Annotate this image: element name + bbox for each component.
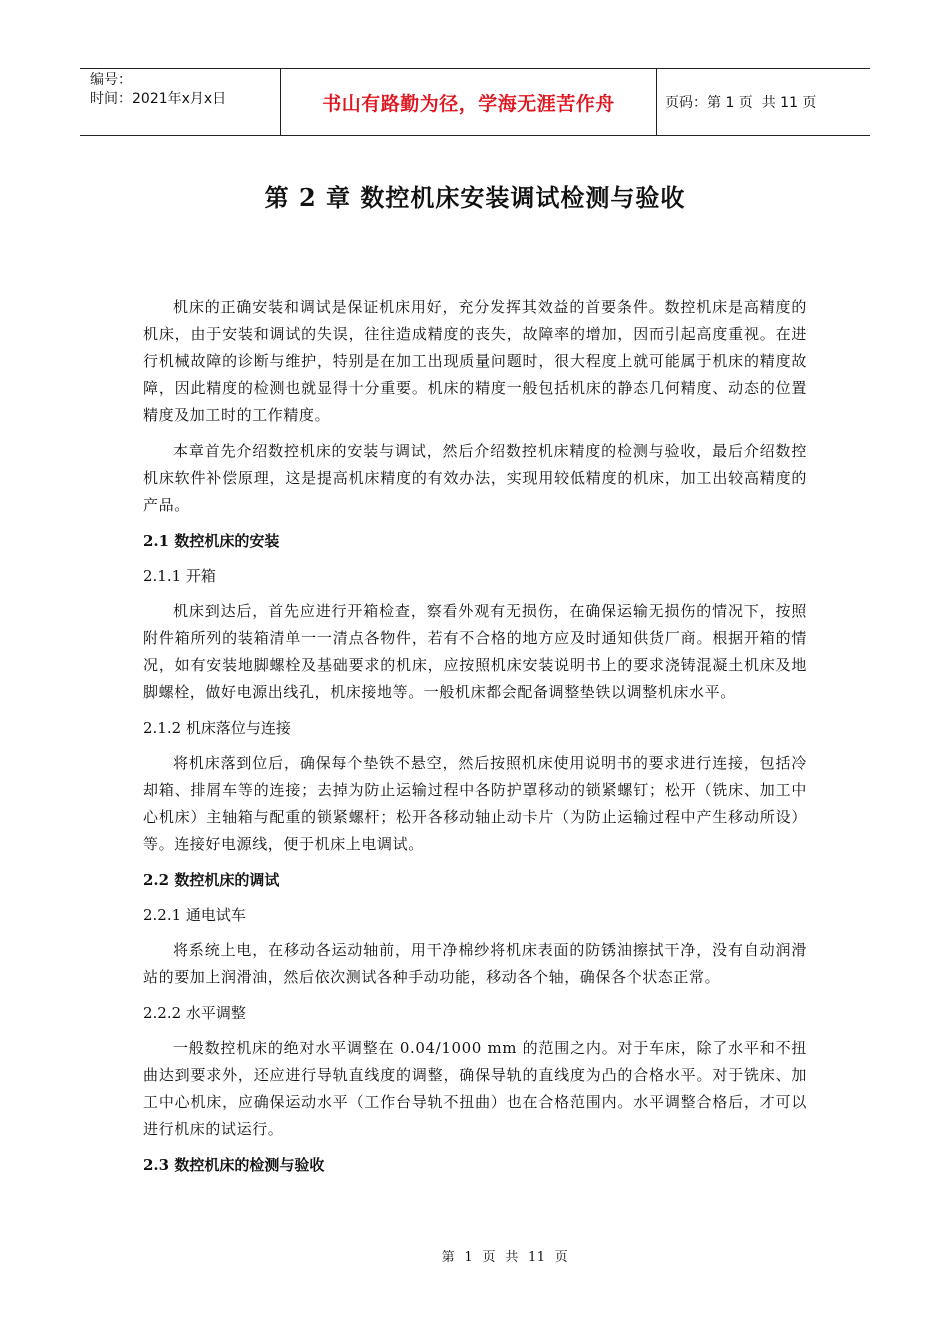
body-paragraph: 一般数控机床的绝对水平调整在 0.04/1000 mm 的范围之内。对于车床，除了水平和不扭曲达到要求外，还应进行导轨直线度的调整，确保导轨的直线度为凸的合格水平。对于铣床、加工中心机床，应确保运动水平（工作台导轨不扭曲）也在合格范围内。水平调整合格后，才可以进行机床的试运行。	[143, 1039, 807, 1138]
document-header	[80, 68, 870, 136]
section-heading: 2.3 数控机床的检测与验收	[143, 1156, 325, 1174]
header-meta	[80, 69, 281, 135]
intro-paragraph: 本章首先介绍数控机床的安装与调试，然后介绍数控机床精度的检测与验收，最后介绍数控机床软件补偿原理，这是提高机床精度的有效办法，实现用较低精度的机床，加工出较高精度的产品。	[143, 442, 807, 514]
page-footer: 第 1 页 共 11 页	[441, 1250, 569, 1265]
subsection-heading: 2.1.1 开箱	[143, 567, 216, 585]
section-heading: 2.2 数控机床的调试	[143, 871, 280, 889]
number-label: 编号：	[90, 72, 132, 88]
body-paragraph: 将系统上电，在移动各运动轴前，用干净棉纱将机床表面的防锈油擦拭干净，没有自动润滑站的要加上润滑油，然后依次测试各种手动功能，移动各个轴，确保各个状态正常。	[143, 941, 807, 986]
header-motto: 书山有路勤为径，学海无涯苦作舟	[281, 69, 657, 135]
subsection-heading: 2.2.1 通电试车	[143, 906, 246, 924]
body-paragraph: 机床到达后，首先应进行开箱检查，察看外观有无损伤，在确保运输无损伤的情况下，按照附件箱所列的装箱清单一一清点各物件，若有不合格的地方应及时通知供货厂商。根据开箱的情况，如有安装地脚螺栓及基础要求的机床，应按照机床安装说明书上的要求浇铸混凝土机床及地脚螺栓，做好电源出线孔，机床接地等。一般机床都会配备调整垫铁以调整机床水平。	[143, 602, 807, 701]
time-label: 时间：2021年x月x日	[90, 91, 227, 107]
document-body	[143, 294, 807, 1187]
body-paragraph: 将机床落到位后，确保每个垫铁不悬空，然后按照机床使用说明书的要求进行连接，包括冷却箱、排屑车等的连接；去掉为防止运输过程中各防护罩移动的锁紧螺钉；松开（铣床、加工中心机床）主轴箱与配重的锁紧螺杆；松开各移动轴止动卡片（为防止运输过程中产生移动所设）等。连接好电源线，便于机床上电调试。	[143, 754, 807, 853]
intro-paragraph: 机床的正确安装和调试是保证机床用好，充分发挥其效益的首要条件。数控机床是高精度的机床，由于安装和调试的失误，往往造成精度的丧失，故障率的增加，因而引起高度重视。在进行机械故障的诊断与维护，特别是在加工出现质量问题时，很大程度上就可能属于机床的精度故障，因此精度的检测也就显得十分重要。机床的精度一般包括机床的静态几何精度、动态的位置精度及加工时的工作精度。	[143, 298, 807, 424]
chapter-title: 第 2 章 数控机床安装调试检测与验收	[264, 183, 686, 212]
section-heading: 2.1 数控机床的安装	[143, 532, 280, 550]
header-page-info: 页码：第 1 页 共 11 页	[665, 95, 817, 111]
subsection-heading: 2.1.2 机床落位与连接	[143, 719, 291, 737]
subsection-heading: 2.2.2 水平调整	[143, 1004, 246, 1022]
